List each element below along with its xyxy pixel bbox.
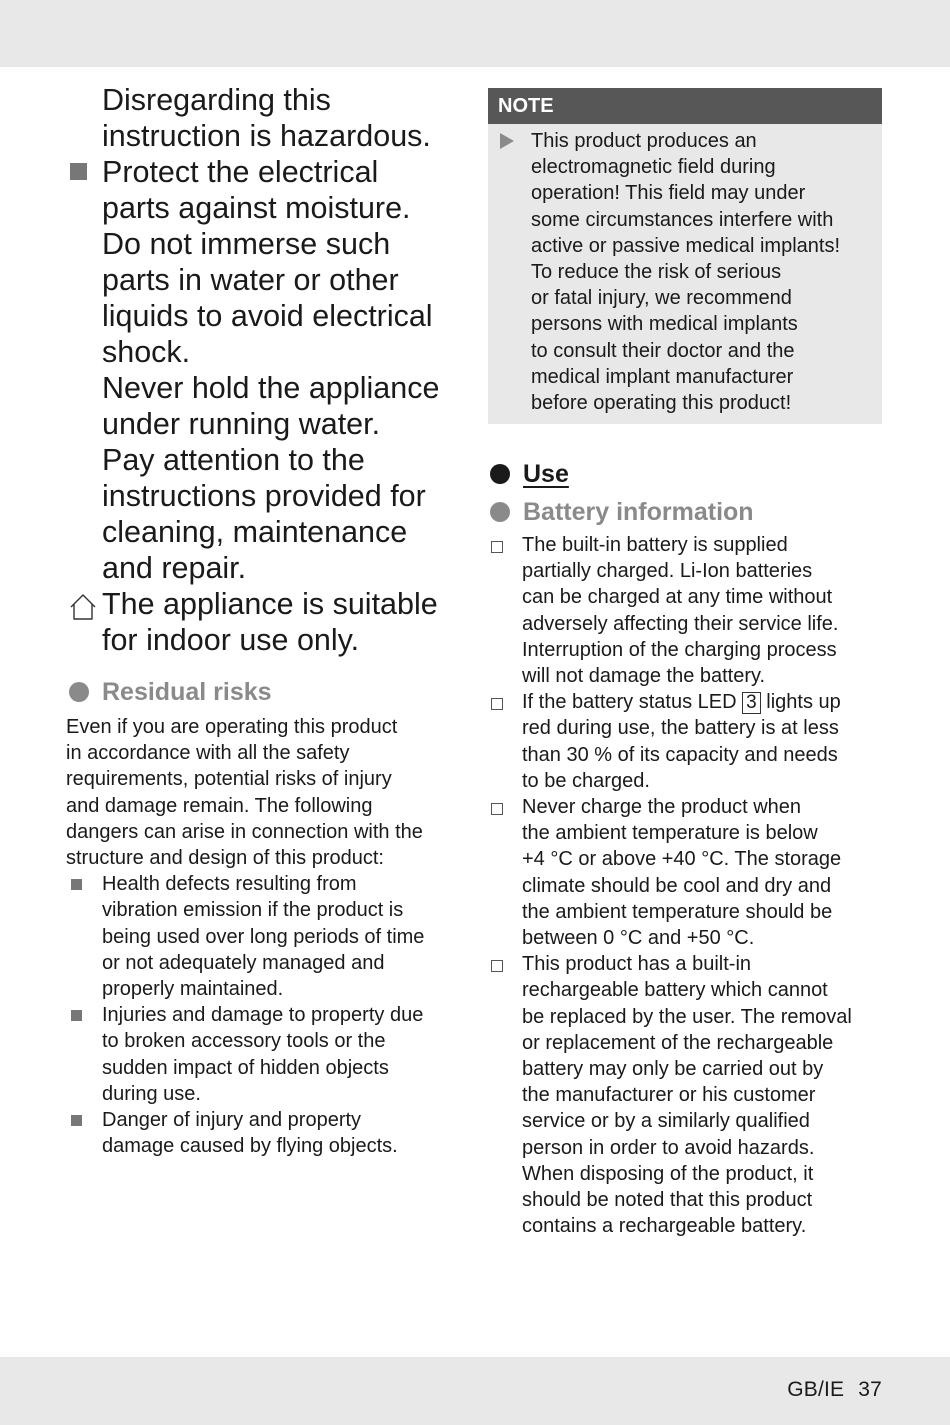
- text-line: damage caused by flying objects.: [102, 1135, 398, 1158]
- text-line: person in order to avoid hazards.: [522, 1136, 815, 1159]
- text-line: or replacement of the rechargeable: [522, 1031, 834, 1054]
- page-number: 37: [858, 1378, 882, 1401]
- text-line: Never hold the appliance: [102, 371, 440, 405]
- page-footer: [787, 1378, 882, 1402]
- text-line: to consult their doctor and the: [531, 339, 795, 362]
- text-line: and damage remain. The following: [66, 794, 373, 817]
- list-item: [488, 532, 882, 689]
- text-line: shock.: [102, 335, 191, 369]
- heading-label: Use: [523, 460, 569, 488]
- text-line: Even if you are operating this product: [66, 716, 398, 738]
- list-item: [488, 794, 882, 951]
- text-line: will not damage the battery.: [522, 665, 766, 688]
- text-line: This product has a built-in: [522, 953, 752, 976]
- battery-information-heading: [488, 496, 882, 528]
- text-line: partially charged. Li-Ion batteries: [522, 560, 813, 583]
- text-line: electromagnetic field during: [531, 156, 776, 179]
- text-line: [522, 689, 882, 715]
- square-bullet-icon: [71, 879, 82, 890]
- list-item: [488, 689, 882, 794]
- square-bullet-icon: [71, 1010, 82, 1021]
- text-line: Injuries and damage to property due: [102, 1004, 424, 1027]
- square-bullet-icon: [70, 163, 87, 180]
- text-line: The built-in battery is supplied: [522, 534, 788, 556]
- text-line: parts against moisture.: [102, 191, 411, 225]
- residual-intro: [66, 714, 461, 871]
- note-title: NOTE: [488, 88, 882, 124]
- text-line: adversely affecting their service life.: [522, 612, 839, 635]
- text-line: to be charged.: [522, 769, 650, 792]
- text-line: rechargeable battery which cannot: [522, 979, 828, 1002]
- text-line: properly maintained.: [102, 978, 284, 1001]
- text-line: vibration emission if the product is: [102, 899, 404, 922]
- left-column: [66, 82, 461, 1159]
- square-bullet-icon: [71, 1115, 82, 1126]
- text-line: the ambient temperature is below: [522, 822, 818, 845]
- text-line: Interruption of the charging process: [522, 638, 837, 661]
- region-label: GB/IE: [787, 1378, 845, 1401]
- heading-label: Battery information: [523, 498, 754, 526]
- text-line: during use.: [102, 1082, 201, 1105]
- led-reference-number: 3: [742, 692, 761, 714]
- text-line: should be noted that this product: [522, 1189, 813, 1212]
- text-line: persons with medical implants: [531, 313, 798, 336]
- text-line: instructions provided for: [102, 479, 426, 513]
- triangle-right-icon: [500, 133, 514, 149]
- checkbox-icon: [491, 960, 503, 972]
- text-line: To reduce the risk of serious: [531, 261, 782, 284]
- text-line: than 30 % of its capacity and needs: [522, 743, 838, 766]
- text-line: +4 °C or above +40 °C. The storage: [522, 848, 842, 871]
- text-line: in accordance with all the safety: [66, 742, 350, 765]
- note-body: [488, 124, 882, 424]
- text-line: sudden impact of hidden objects: [102, 1056, 389, 1079]
- text-line: When disposing of the product, it: [522, 1162, 814, 1185]
- text-line: the ambient temperature should be: [522, 900, 833, 923]
- text-line: to broken accessory tools or the: [102, 1030, 386, 1053]
- text-line: Pay attention to the: [102, 443, 365, 477]
- text-line: parts in water or other: [102, 263, 399, 297]
- text-line: be replaced by the user. The removal: [522, 1005, 852, 1028]
- text-line: red during use, the battery is at less: [522, 717, 839, 740]
- circle-bullet-icon: [69, 682, 89, 702]
- text-line: some circumstances interfere with: [531, 208, 834, 231]
- text-line: can be charged at any time without: [522, 586, 833, 609]
- text-line: dangers can arise in connection with the: [66, 820, 423, 843]
- text-line: climate should be cool and dry and: [522, 874, 832, 897]
- residual-risks-heading: [66, 676, 461, 708]
- text-line: Do not immerse such: [102, 227, 391, 261]
- text-line: or not adequately managed and: [102, 951, 385, 974]
- text-line: before operating this product!: [531, 392, 792, 415]
- text-line: requirements, potential risks of injury: [66, 768, 392, 791]
- indoor-use-item: [66, 586, 461, 658]
- checkbox-icon: [491, 803, 503, 815]
- list-item: [66, 871, 461, 1002]
- text-fragment: lights up: [766, 691, 841, 714]
- text-line: being used over long periods of time: [102, 925, 425, 948]
- heading-label: Residual risks: [102, 678, 272, 706]
- house-icon: [68, 592, 98, 622]
- circle-bullet-icon: [490, 464, 510, 484]
- text-line: or fatal injury, we recommend: [531, 287, 792, 310]
- text-line: liquids to avoid electrical: [102, 299, 433, 333]
- moisture-warning-item: [66, 154, 461, 586]
- right-column: [488, 88, 882, 1239]
- text-line: The appliance is suitable: [102, 587, 438, 621]
- text-line: Protect the electrical: [102, 155, 379, 189]
- text-line: This product produces an: [531, 130, 757, 152]
- text-line: Health defects resulting from: [102, 873, 357, 896]
- note-box: [488, 88, 882, 424]
- text-line: battery may only be carried out by: [522, 1058, 824, 1081]
- text-line: medical implant manufacturer: [531, 365, 794, 388]
- text-line: Never charge the product when: [522, 796, 802, 819]
- circle-bullet-icon: [490, 502, 510, 522]
- intro-text: [66, 82, 461, 154]
- checkbox-icon: [491, 541, 503, 553]
- text-line: and repair.: [102, 551, 247, 585]
- use-heading: [488, 458, 882, 490]
- list-item: [488, 951, 882, 1239]
- text-line: between 0 °C and +50 °C.: [522, 927, 755, 950]
- text-line: instruction is hazardous.: [102, 119, 431, 153]
- list-item: [66, 1002, 461, 1107]
- text-line: active or passive medical implants!: [531, 234, 841, 257]
- checkbox-icon: [491, 698, 503, 710]
- text-line: for indoor use only.: [102, 623, 360, 657]
- text-line: contains a rechargeable battery.: [522, 1215, 807, 1238]
- header-band: [0, 0, 950, 67]
- text-line: the manufacturer or his customer: [522, 1084, 816, 1107]
- text-line: Disregarding this: [102, 83, 331, 117]
- text-line: service or by a similarly qualified: [522, 1110, 810, 1133]
- text-line: Danger of injury and property: [102, 1109, 362, 1132]
- text-line: structure and design of this product:: [66, 847, 384, 870]
- text-line: under running water.: [102, 407, 381, 441]
- text-fragment: If the battery status LED: [522, 691, 737, 714]
- text-line: operation! This field may under: [531, 182, 806, 205]
- text-line: cleaning, maintenance: [102, 515, 408, 549]
- list-item: [66, 1107, 461, 1159]
